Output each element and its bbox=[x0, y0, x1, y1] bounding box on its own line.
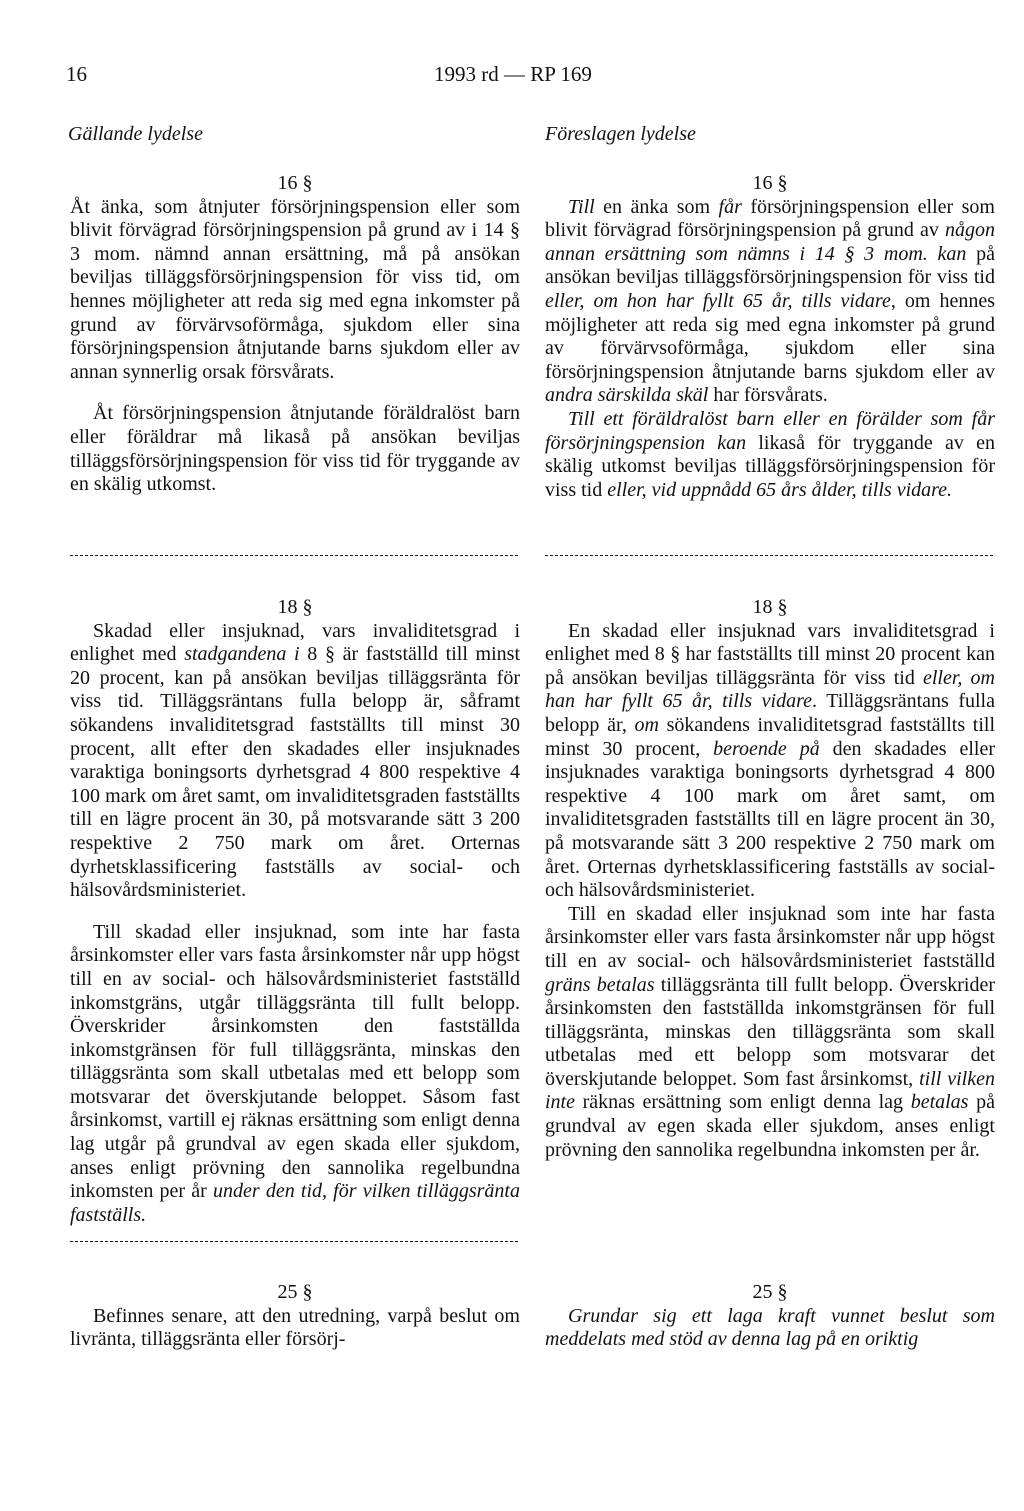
section-heading: 18 § bbox=[752, 596, 788, 618]
paragraph: En skadad eller insjuknad vars invaliditetsgrad i enlighet med 8 § har fastställts till minst 20 procent kan på ansökan beviljas tilläggsränta för viss tid eller, om han har fyllt 65 år, tills vidare. Tilläggsräntans fulla belopp är, om sökandens invaliditetsgrad fastställts till minst 30 procent, beroende på den skadades eller insjuknades varaktiga boningsorts dyrhetsgrad 4 800 respektive 4 100 mark om året samt, om invaliditetsgraden fastställts till en lägre procent än 30, på motsvarande sätt 3 200 respektive 2 750 mark om året. Orternas dyrhetsklassificering fastställs av social- och hälsovårdsministeriet. bbox=[545, 619, 996, 902]
left-divider-2 bbox=[70, 1241, 518, 1242]
section-heading: 25 § bbox=[752, 1281, 788, 1303]
left-section-18 bbox=[70, 596, 520, 1227]
left-section-25 bbox=[70, 1281, 520, 1352]
paragraph: Grundar sig ett laga kraft vunnet beslut som meddelats med stöd av denna lag på en oriktig bbox=[545, 1304, 995, 1351]
section-heading: 25 § bbox=[277, 1281, 313, 1303]
paragraph: Till en änka som får försörjningspension eller som blivit förvägrad försörjningspension på grund av någon annan ersättning som nämns i 14 § 3 mom. kan på ansökan beviljas tilläggsförsörjningspension för viss tid eller, om hon har fyllt 65 år, tills vidare, om hennes möjligheter att reda sig med egna inkomster på grund av förvärvsoförmåga, sjukdom eller sina försörjningspension åtnjutande barns sjukdom eller av andra särskilda skäl har försvårats. bbox=[545, 195, 995, 407]
left-column-heading: Gällande lydelse bbox=[68, 123, 203, 145]
right-column-heading: Föreslagen lydelse bbox=[545, 123, 696, 145]
section-heading: 16 § bbox=[277, 172, 313, 194]
document-title: 1993 rd — RP 169 bbox=[434, 62, 592, 86]
paragraph: Åt försörjningspension åtnjutande föräldralöst barn eller föräldrar må likaså på ansökan beviljas tilläggsförsörjningspension för viss tid för tryggande av en skälig utkomst. bbox=[70, 402, 520, 496]
right-divider bbox=[545, 555, 993, 556]
section-heading: 18 § bbox=[277, 596, 313, 618]
paragraph: Till skadad eller insjuknad, som inte har fasta årsinkomster eller vars fasta årsinkomster når upp högst till en av social- och hälsovårdsministeriet fastställd inkomstgräns, utgår tilläggsränta till fullt belopp. Överskrider årsinkomsten den fastställda inkomstgränsen för full tilläggsränta, minskas den tilläggsränta som skall utbetalas med ett belopp som motsvarar det överskjutande beloppet. Såsom fast årsinkomst, vartill ej räknas ersättning som enligt denna lag utgår på grundval av egen skada eller sjukdom, anses enligt prövning den sannolika regelbundna inkomsten per år under den tid, för vilken tilläggsränta fastställs. bbox=[70, 920, 520, 1226]
paragraph: Befinnes senare, att den utredning, varpå beslut om livränta, tilläggsränta eller försörj- bbox=[70, 1304, 520, 1351]
section-heading: 16 § bbox=[752, 172, 788, 194]
paragraph: Till ett föräldralöst barn eller en förälder som får försörjningspension kan likaså för tryggande av en skälig utkomst beviljas tilläggsförsörjningspension för viss tid eller, vid uppnådd 65 års ålder, tills vidare. bbox=[545, 407, 995, 501]
right-section-16 bbox=[545, 172, 995, 502]
right-section-25 bbox=[545, 1281, 995, 1352]
left-divider bbox=[70, 555, 518, 556]
right-section-18 bbox=[545, 596, 995, 1162]
left-section-16 bbox=[70, 172, 520, 497]
paragraph: Skadad eller insjuknad, vars invaliditetsgrad i enlighet med stadgandena i 8 § är fastställd till minst 20 procent, kan på ansökan beviljas tilläggsränta för viss tid. Tilläggsräntans fulla belopp är, såframt sökandens invaliditetsgrad fastställts till minst 30 procent, allt efter den skadades eller insjuknades varaktiga boningsorts dyrhetsgrad 4 800 respektive 4 100 mark om året samt, om invaliditetsgraden fastställts till en lägre procent än 30, på motsvarande sätt 3 200 respektive 2 750 mark om året. Orternas dyrhetsklassificering fastställs av social- och hälsovårdsministeriet. bbox=[70, 619, 520, 902]
paragraph: Till en skadad eller insjuknad som inte har fasta årsinkomster eller vars fasta årsinkomster når upp högst till en av social- och hälsovårdsministeriet fastställd gräns betalas tilläggsränta till fullt belopp. Överskrider årsinkomsten den fastställda inkomstgränsen för full tilläggsränta, minskas den tilläggsränta som skall utbetalas med ett belopp som motsvarar det överskjutande beloppet. Som fast årsinkomst, till vilken inte räknas ersättning som enligt denna lag betalas på grundval av egen skada eller sjukdom, anses enligt prövning den sannolika regelbundna inkomsten per år. bbox=[545, 902, 995, 1161]
page-number: 16 bbox=[66, 62, 87, 86]
paragraph: Åt änka, som åtnjuter försörjningspension eller som blivit förvägrad försörjningspension på grund av i 14 § 3 mom. nämnd annan ersättning, må på ansökan beviljas tilläggsförsörjningspension för viss tid, om hennes möjligheter att reda sig med egna inkomster på grund av förvärvsoförmåga, sjukdom eller sina försörjningspension åtnjutande barns sjukdom eller av annan synnerlig orsak försvårats. bbox=[70, 195, 520, 383]
